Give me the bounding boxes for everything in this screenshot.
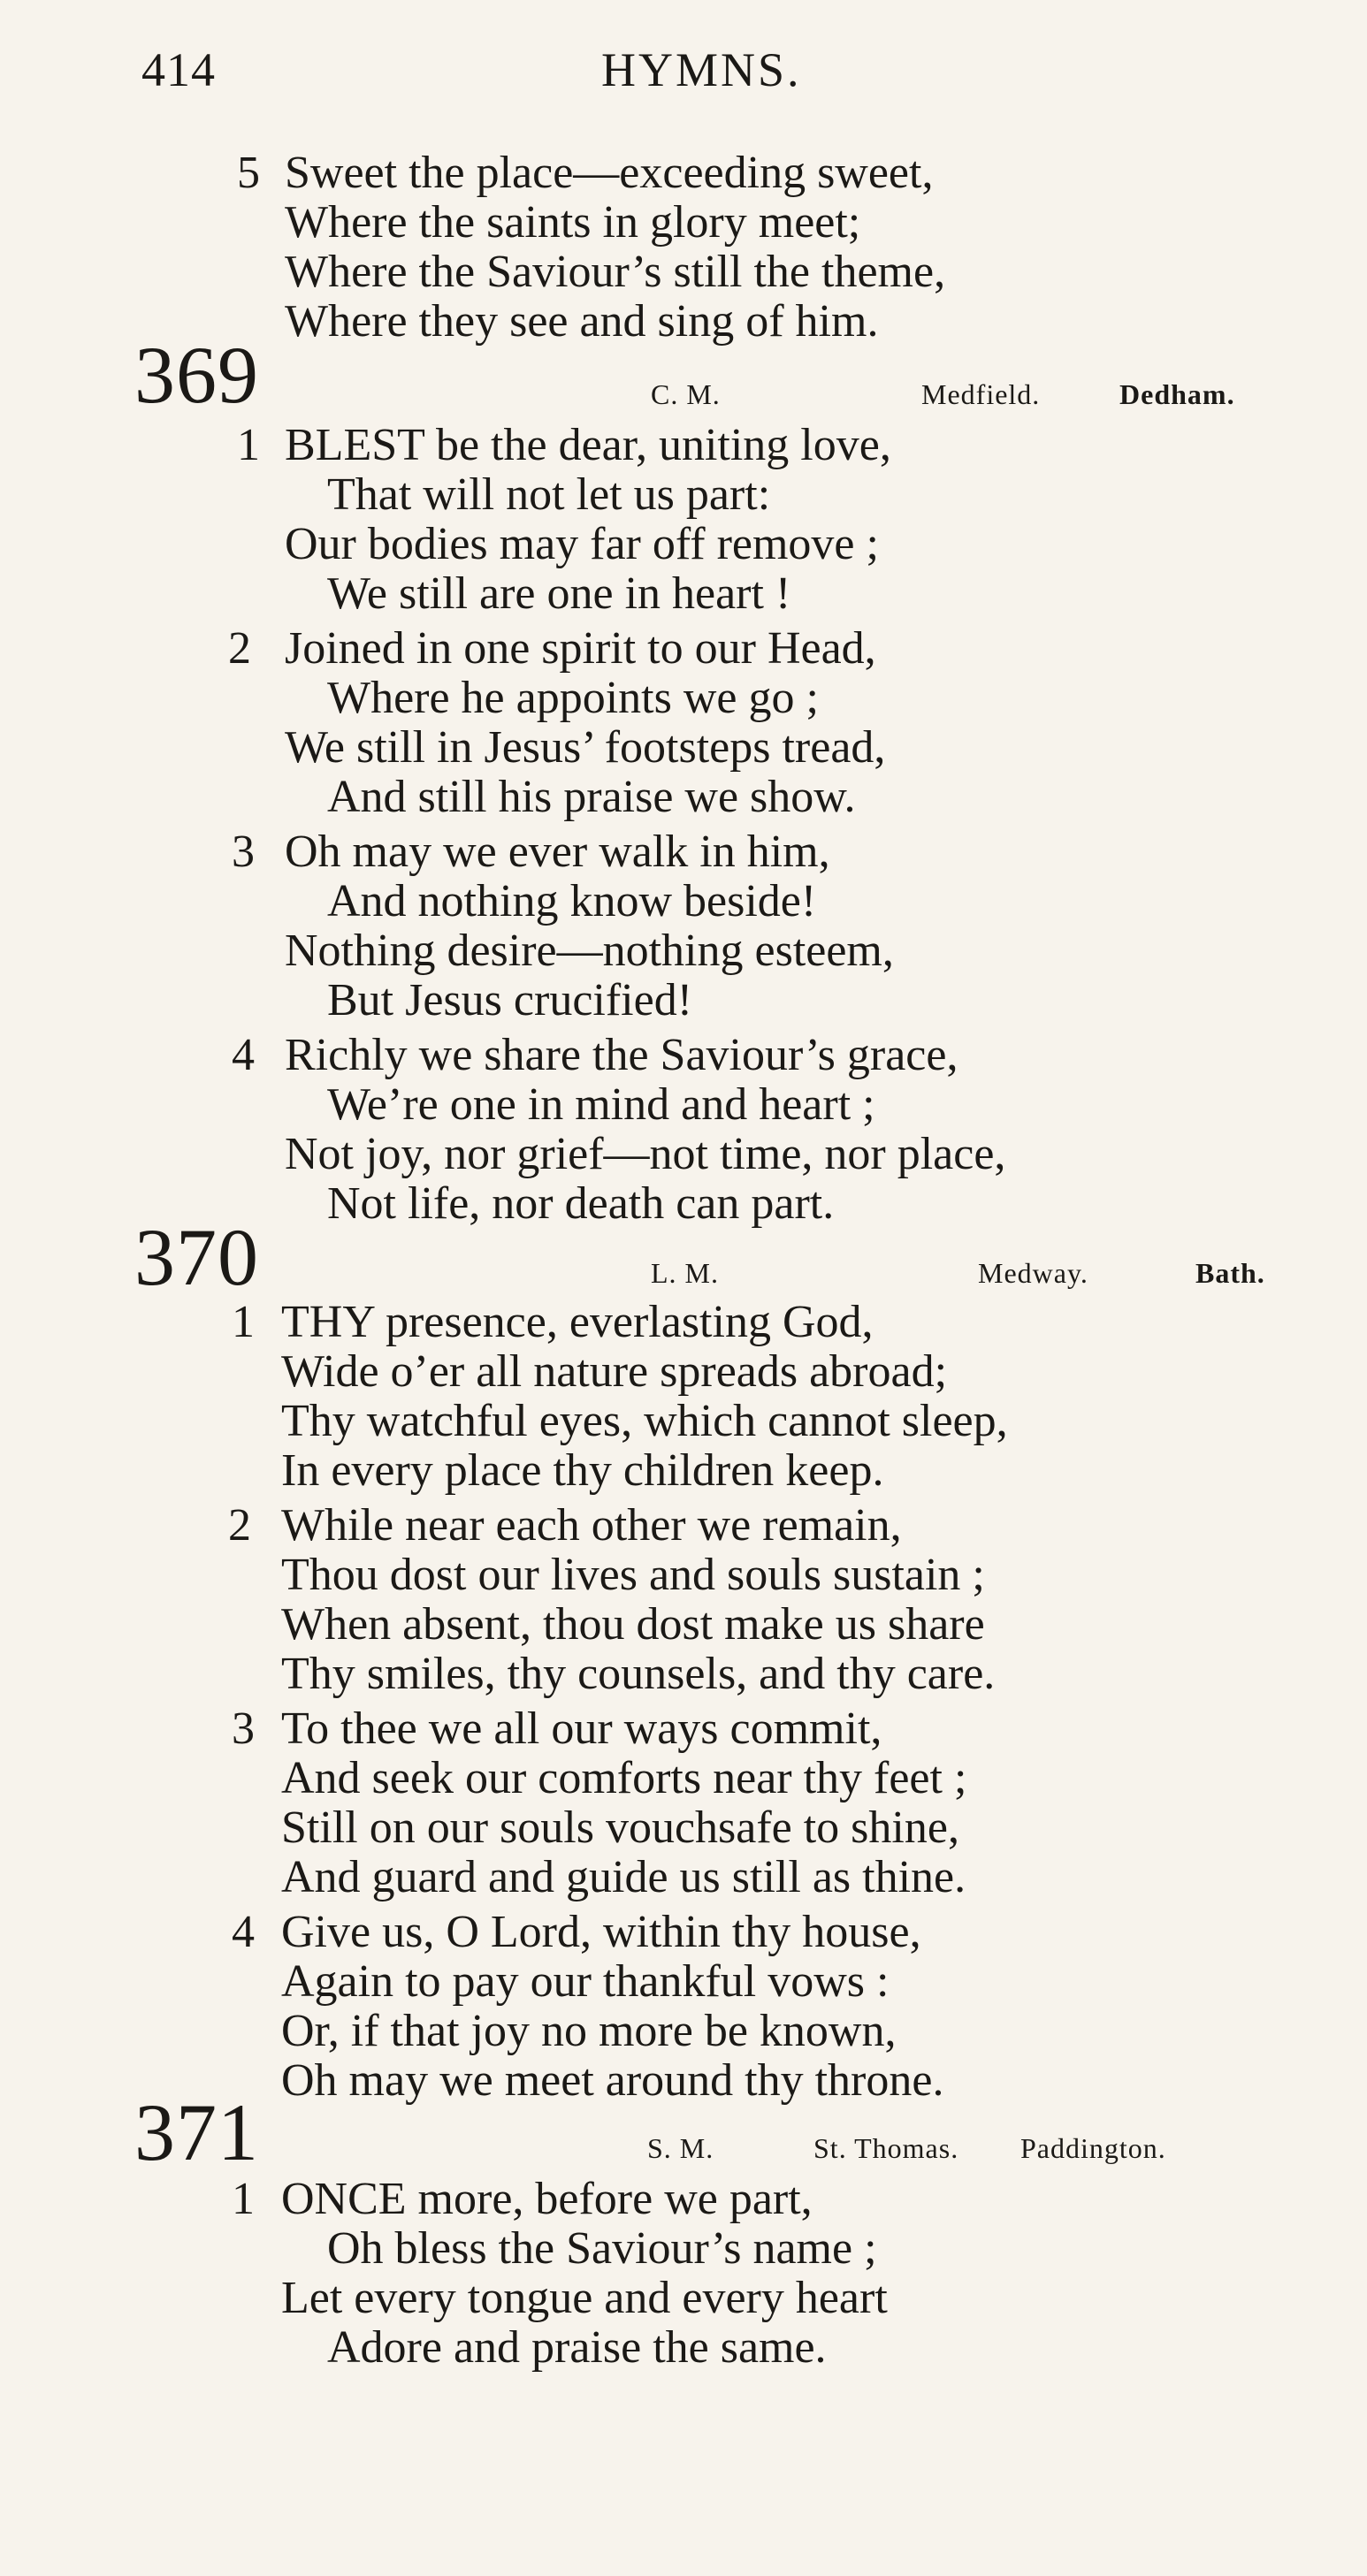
stanza-number: 1 xyxy=(237,420,260,470)
verse-line: Where the Saviour’s still the theme, xyxy=(285,247,946,297)
verse-line: And nothing know beside! xyxy=(327,876,817,926)
tune-name: St. Thomas. xyxy=(813,2132,959,2164)
verse-line: Our bodies may far off remove ; xyxy=(285,519,879,569)
stanza-number: 3 xyxy=(232,1703,255,1754)
tune-name: Bath. xyxy=(1195,1257,1265,1289)
hymn-number: 370 xyxy=(134,1212,259,1302)
verse-line: Joined in one spirit to our Head, xyxy=(285,623,876,674)
verse-line: Oh bless the Saviour’s name ; xyxy=(327,2223,877,2274)
verse-line: When absent, thou dost make us share xyxy=(281,1599,985,1650)
verse-line: Not life, nor death can part. xyxy=(327,1178,835,1229)
verse-line: Again to pay our thankful vows : xyxy=(281,1956,890,2007)
verse-line: And still his praise we show. xyxy=(327,772,856,822)
verse-line: We’re one in mind and heart ; xyxy=(327,1079,875,1130)
verse-line: We still are one in heart ! xyxy=(327,568,791,619)
stanza-number: 3 xyxy=(232,827,255,877)
verse-line: But Jesus crucified! xyxy=(327,975,693,1025)
hymn-number: 371 xyxy=(134,2087,259,2177)
verse-line: Oh may we ever walk in him, xyxy=(285,827,830,877)
hymn-meter: C. M. xyxy=(651,378,721,410)
verse-line: Let every tongue and every heart xyxy=(281,2273,888,2323)
verse-line: To thee we all our ways commit, xyxy=(281,1703,882,1754)
verse-line: Give us, O Lord, within thy house, xyxy=(281,1907,921,1957)
hymn-meter: L. M. xyxy=(651,1257,719,1289)
verse-line: That will not let us part: xyxy=(327,469,771,520)
stanza-number: 4 xyxy=(232,1907,255,1957)
verse-line: Oh may we meet around thy throne. xyxy=(281,2055,944,2106)
verse-line: Thy smiles, thy counsels, and thy care. xyxy=(281,1649,996,1699)
running-title: HYMNS. xyxy=(601,43,802,96)
verse-line: In every place thy children keep. xyxy=(281,1445,884,1496)
verse-line: Adore and praise the same. xyxy=(327,2322,827,2373)
verse-line: Where they see and sing of him. xyxy=(285,296,879,347)
verse-line: Thy watchful eyes, which cannot sleep, xyxy=(281,1396,1008,1446)
verse-line: Nothing desire—nothing esteem, xyxy=(285,926,894,976)
verse-line: Or, if that joy no more be known, xyxy=(281,2006,897,2056)
tune-name: Paddington. xyxy=(1020,2132,1166,2164)
stanza-number: 4 xyxy=(232,1030,255,1080)
verse-line: Not joy, nor grief—not time, nor place, xyxy=(285,1129,1006,1179)
verse-line: While near each other we remain, xyxy=(281,1500,902,1551)
stanza-number: 2 xyxy=(228,623,251,674)
verse-line: We still in Jesus’ footsteps tread, xyxy=(285,722,886,773)
verse-line: Sweet the place—exceeding sweet, xyxy=(285,148,934,198)
tune-name: Dedham. xyxy=(1119,378,1235,410)
verse-line: THY presence, everlasting God, xyxy=(281,1297,874,1347)
verse-line: ONCE more, before we part, xyxy=(281,2174,813,2224)
verse-line: And seek our comforts near thy feet ; xyxy=(281,1753,967,1803)
verse-line: Where he appoints we go ; xyxy=(327,673,819,723)
verse-line: Thou dost our lives and souls sustain ; xyxy=(281,1550,985,1600)
stanza-number: 5 xyxy=(237,148,260,198)
hymn-number: 369 xyxy=(134,330,259,420)
verse-line: BLEST be the dear, uniting love, xyxy=(285,420,891,470)
stanza-number: 1 xyxy=(232,2174,255,2224)
hymn-meter: S. M. xyxy=(647,2132,714,2164)
running-head xyxy=(141,42,1167,113)
verse-line: Richly we share the Saviour’s grace, xyxy=(285,1030,958,1080)
verse-line: And guard and guide us still as thine. xyxy=(281,1852,966,1902)
stanza-number: 1 xyxy=(232,1297,255,1347)
tune-name: Medway. xyxy=(978,1257,1088,1289)
stanza-number: 2 xyxy=(228,1500,251,1551)
verse-line: Still on our souls vouchsafe to shine, xyxy=(281,1802,959,1853)
verse-line: Where the saints in glory meet; xyxy=(285,197,861,248)
verse-line: Wide o’er all nature spreads abroad; xyxy=(281,1346,948,1397)
page-number: 414 xyxy=(141,43,216,96)
tune-name: Medfield. xyxy=(921,378,1041,410)
